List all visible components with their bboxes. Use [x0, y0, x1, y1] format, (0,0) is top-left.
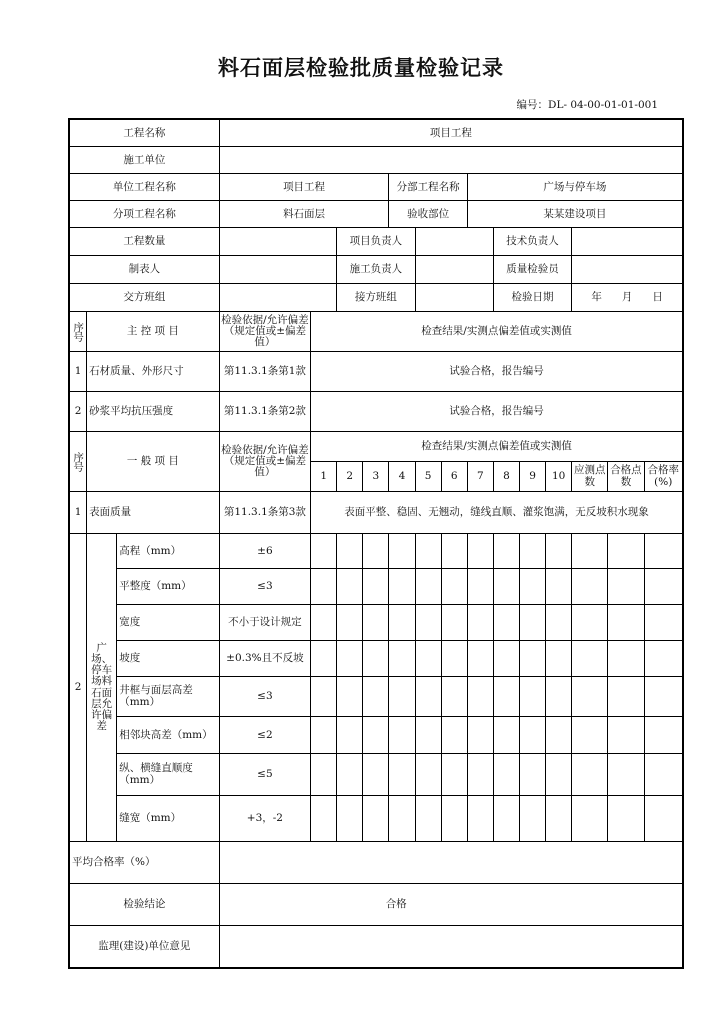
tolerance-item: 宽度 [117, 605, 219, 641]
measurement-cell [337, 677, 363, 717]
point-header: 4 [389, 462, 415, 492]
measurement-cell [519, 754, 545, 796]
table-row [70, 605, 683, 641]
measurement-cell [441, 677, 467, 717]
main-result-label: 检查结果/实测点偏差值或实测值 [311, 312, 683, 352]
measurement-cell [363, 754, 389, 796]
measurement-cell [415, 534, 441, 569]
main-row-result: 试验合格，报告编号 [311, 352, 683, 392]
project-leader-label: 项目负责人 [337, 228, 415, 256]
pass-points-label: 合格点数 [608, 462, 644, 492]
avg-rate-value [219, 842, 682, 884]
measurement-cell [337, 717, 363, 754]
measurement-cell [363, 641, 389, 677]
measurement-cell [608, 754, 644, 796]
tolerance-basis: ±6 [219, 534, 310, 569]
measurement-cell [493, 796, 519, 842]
supervision-label: 监理(建设)单位意见 [70, 926, 220, 968]
measurement-cell [608, 569, 644, 605]
inspection-date-value [572, 284, 683, 312]
table-row [70, 754, 683, 796]
measurement-cell [389, 754, 415, 796]
conclusion-label: 检验结论 [70, 884, 220, 926]
measurement-cell [467, 641, 493, 677]
sub-project-label: 分项工程名称 [70, 201, 220, 228]
measurement-cell [441, 605, 467, 641]
measurement-cell [519, 796, 545, 842]
measurement-cell [311, 605, 337, 641]
measurement-cell [644, 569, 682, 605]
quality-inspector-label: 质量检验员 [493, 256, 571, 284]
general-row-basis: 第11.3.1条第3款 [219, 492, 310, 534]
point-header: 8 [493, 462, 519, 492]
acceptance-part-value: 某某建设项目 [467, 201, 682, 228]
main-row-item: 砂浆平均抗压强度 [87, 392, 220, 432]
measurement-cell [337, 605, 363, 641]
measurement-cell [546, 717, 572, 754]
measurement-cell [644, 677, 682, 717]
measurement-cell [467, 717, 493, 754]
construction-unit-value [219, 147, 682, 174]
measurement-cell [644, 754, 682, 796]
measurement-cell [519, 605, 545, 641]
tabulator-value [219, 256, 337, 284]
table-row [70, 677, 683, 717]
measurement-cell [493, 641, 519, 677]
measurement-cell [572, 717, 608, 754]
measurement-cell [608, 796, 644, 842]
measurement-cell [389, 677, 415, 717]
point-header: 5 [415, 462, 441, 492]
should-points-label: 应测点数 [572, 462, 608, 492]
measurement-cell [608, 605, 644, 641]
measurement-cell [644, 796, 682, 842]
general-row-no: 1 [70, 492, 87, 534]
measurement-cell [546, 534, 572, 569]
measurement-cell [363, 677, 389, 717]
measurement-cell [441, 569, 467, 605]
measurement-cell [363, 534, 389, 569]
inspection-date-label: 检验日期 [493, 284, 571, 312]
measurement-cell [311, 677, 337, 717]
quantity-label: 工程数量 [70, 228, 220, 256]
point-header: 10 [546, 462, 572, 492]
measurement-cell [644, 605, 682, 641]
measurement-cell [441, 717, 467, 754]
project-leader-value [415, 228, 493, 256]
table-row [70, 796, 683, 842]
tolerance-basis: +3，-2 [219, 796, 310, 842]
measurement-cell [493, 534, 519, 569]
measurement-cell [337, 641, 363, 677]
measurement-cell [337, 534, 363, 569]
measurement-cell [493, 754, 519, 796]
measurement-cell [363, 605, 389, 641]
measurement-cell [519, 677, 545, 717]
point-header: 6 [441, 462, 467, 492]
measurement-cell [415, 569, 441, 605]
measurement-cell [415, 605, 441, 641]
general-basis-label: 检验依据/允许偏差（规定值或±偏差值） [219, 432, 310, 492]
measurement-cell [493, 569, 519, 605]
measurement-cell [441, 754, 467, 796]
construction-leader-label: 施工负责人 [337, 256, 415, 284]
measurement-cell [572, 534, 608, 569]
unit-project-label: 单位工程名称 [70, 174, 220, 201]
point-header: 1 [311, 462, 337, 492]
measurement-cell [363, 569, 389, 605]
measurement-cell [572, 605, 608, 641]
table-row [70, 717, 683, 754]
general-row-result: 表面平整、稳固、无翘动，缝线直顺、灌浆饱满，无反坡积水现象 [311, 492, 683, 534]
measurement-cell [311, 641, 337, 677]
measurement-cell [311, 754, 337, 796]
measurement-cell [546, 754, 572, 796]
avg-rate-label: 平均合格率（%） [70, 842, 220, 884]
point-header: 2 [337, 462, 363, 492]
conclusion-value: 合格 [219, 884, 682, 926]
construction-unit-label: 施工单位 [70, 147, 220, 174]
measurement-cell [389, 569, 415, 605]
measurement-cell [493, 717, 519, 754]
handover-team-label: 交方班组 [70, 284, 220, 312]
group-no: 2 [70, 534, 87, 842]
measurement-cell [519, 534, 545, 569]
measurement-cell [546, 796, 572, 842]
tolerance-item: 井框与面层高差（mm） [117, 677, 219, 717]
group-label: 广场、停车场料石面层允许偏差 [87, 534, 117, 842]
page-title: 料石面层检验批质量检验记录 [218, 56, 504, 80]
table-row [70, 492, 683, 534]
main-row-no: 2 [70, 392, 87, 432]
quantity-value [219, 228, 337, 256]
date-day: 日 [652, 291, 663, 304]
handover-team-value [219, 284, 337, 312]
project-name-value: 项目工程 [219, 120, 682, 147]
measurement-cell [415, 641, 441, 677]
main-row-basis: 第11.3.1条第2款 [219, 392, 310, 432]
table-row [70, 534, 683, 569]
measurement-cell [389, 717, 415, 754]
general-items-label: 一 般 项 目 [87, 432, 220, 492]
table-row [70, 392, 683, 432]
point-header: 7 [467, 462, 493, 492]
receiving-team-label: 接方班组 [337, 284, 415, 312]
measurement-cell [546, 677, 572, 717]
measurement-cell [441, 796, 467, 842]
measurement-cell [337, 569, 363, 605]
division-project-value: 广场与停车场 [467, 174, 682, 201]
measurement-cell [519, 717, 545, 754]
measurement-cell [608, 717, 644, 754]
supervision-value [219, 926, 682, 968]
measurement-cell [546, 569, 572, 605]
measurement-cell [608, 641, 644, 677]
tolerance-item: 相邻块高差（mm） [117, 717, 219, 754]
measurement-cell [389, 534, 415, 569]
measurement-cell [311, 796, 337, 842]
tabulator-label: 制表人 [70, 256, 220, 284]
measurement-cell [644, 641, 682, 677]
tolerance-basis: ≤3 [219, 569, 310, 605]
measurement-cell [311, 717, 337, 754]
main-row-result: 试验合格，报告编号 [311, 392, 683, 432]
measurement-cell [644, 717, 682, 754]
unit-project-value: 项目工程 [219, 174, 389, 201]
measurement-cell [546, 605, 572, 641]
measurement-cell [441, 534, 467, 569]
table-row [70, 641, 683, 677]
project-name-label: 工程名称 [70, 120, 220, 147]
tolerance-basis: ≤2 [219, 717, 310, 754]
point-header: 3 [363, 462, 389, 492]
tolerance-basis: 不小于设计规定 [219, 605, 310, 641]
sub-project-value: 料石面层 [219, 201, 389, 228]
tolerance-item: 高程（mm） [117, 534, 219, 569]
measurement-cell [415, 717, 441, 754]
measurement-cell [519, 569, 545, 605]
measurement-cell [493, 677, 519, 717]
inspection-table [69, 119, 683, 968]
main-items-label: 主 控 项 目 [87, 312, 220, 352]
measurement-cell [415, 796, 441, 842]
measurement-cell [546, 641, 572, 677]
tolerance-basis: ≤5 [219, 754, 310, 796]
main-basis-label: 检验依据/允许偏差（规定值或±偏差值） [219, 312, 310, 352]
construction-leader-value [415, 256, 493, 284]
main-row-basis: 第11.3.1条第1款 [219, 352, 310, 392]
measurement-cell [467, 605, 493, 641]
general-no-label: 序号 [70, 432, 87, 492]
point-header: 9 [519, 462, 545, 492]
measurement-cell [608, 677, 644, 717]
general-result-label: 检查结果/实测点偏差值或实测值 [311, 432, 683, 462]
pass-rate-label: 合格率(%) [644, 462, 682, 492]
measurement-cell [389, 641, 415, 677]
measurement-cell [441, 641, 467, 677]
main-row-item: 石材质量、外形尺寸 [87, 352, 220, 392]
measurement-cell [389, 605, 415, 641]
measurement-cell [337, 796, 363, 842]
measurement-cell [311, 534, 337, 569]
receiving-team-value [415, 284, 493, 312]
measurement-cell [363, 717, 389, 754]
measurement-cell [467, 677, 493, 717]
tolerance-item: 纵、横缝直顺度（mm） [117, 754, 219, 796]
general-row-item: 表面质量 [87, 492, 220, 534]
measurement-cell [572, 677, 608, 717]
record-code: 编号：DL- 04-00-01-01-001 [516, 99, 658, 111]
measurement-cell [608, 534, 644, 569]
measurement-cell [572, 641, 608, 677]
measurement-cell [467, 796, 493, 842]
tolerance-basis: ≤3 [219, 677, 310, 717]
measurement-cell [572, 754, 608, 796]
tolerance-item: 坡度 [117, 641, 219, 677]
tolerance-item: 缝宽（mm） [117, 796, 219, 842]
measurement-cell [572, 796, 608, 842]
measurement-cell [467, 534, 493, 569]
tolerance-item: 平整度（mm） [117, 569, 219, 605]
measurement-cell [467, 569, 493, 605]
table-row [70, 569, 683, 605]
quality-inspector-value [572, 256, 683, 284]
main-row-no: 1 [70, 352, 87, 392]
tolerance-basis: ±0.3%且不反坡 [219, 641, 310, 677]
division-project-label: 分部工程名称 [389, 174, 467, 201]
measurement-cell [415, 677, 441, 717]
measurement-cell [572, 569, 608, 605]
measurement-cell [363, 796, 389, 842]
date-year: 年 [591, 291, 602, 304]
measurement-cell [493, 605, 519, 641]
measurement-cell [415, 754, 441, 796]
measurement-cell [519, 641, 545, 677]
measurement-cell [467, 754, 493, 796]
main-no-label: 序号 [70, 312, 87, 352]
date-month: 月 [621, 291, 633, 304]
tech-leader-label: 技术负责人 [493, 228, 571, 256]
measurement-cell [644, 534, 682, 569]
measurement-cell [311, 569, 337, 605]
measurement-cell [337, 754, 363, 796]
tech-leader-value [572, 228, 683, 256]
table-row [70, 352, 683, 392]
acceptance-part-label: 验收部位 [389, 201, 467, 228]
measurement-cell [389, 796, 415, 842]
